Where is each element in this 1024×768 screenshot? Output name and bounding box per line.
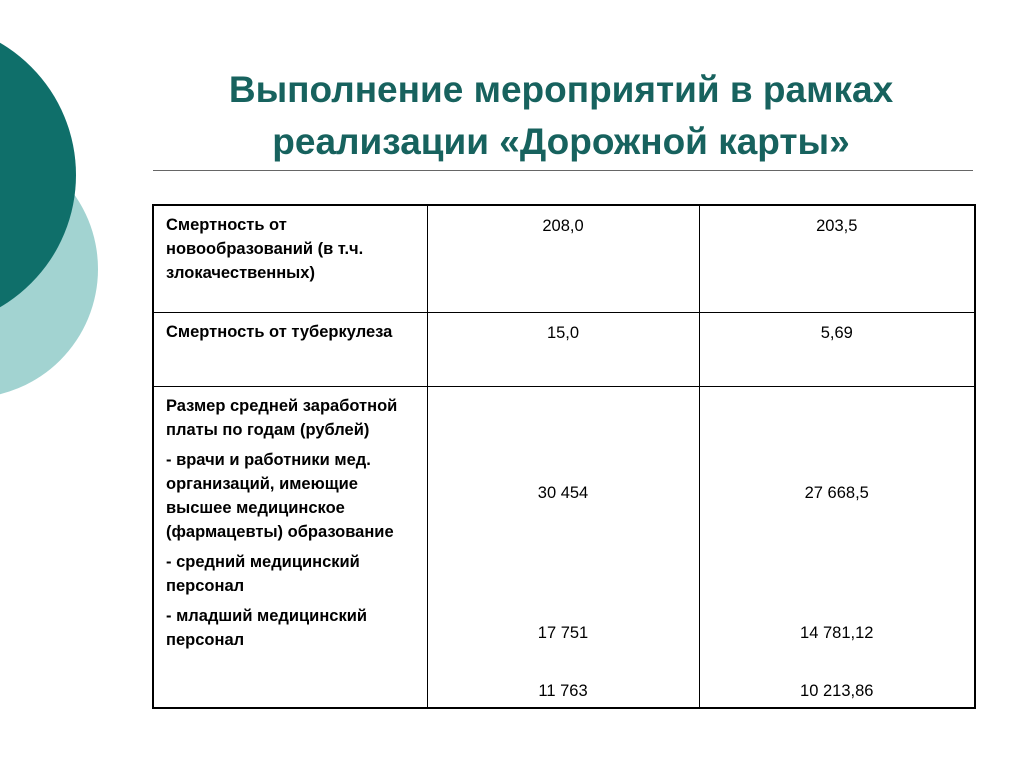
table-cell	[427, 313, 699, 387]
salary-item-label: - врачи и работники мед. организаций, имеющие высшее медицинское (фармацевты) образование	[166, 451, 394, 541]
table-cell	[699, 313, 975, 387]
row-value: 208,0	[542, 217, 584, 235]
salary-value: 27 668,5	[804, 484, 869, 502]
salary-value: 14 781,12	[800, 624, 874, 642]
slide-title	[150, 64, 972, 168]
salary-item-label: - средний медицинский персонал	[166, 553, 360, 595]
table-cell	[153, 313, 427, 387]
row-value: 15,0	[546, 324, 580, 342]
table-cell	[699, 387, 975, 709]
table-cell	[427, 387, 699, 709]
salary-value: 17 751	[537, 624, 589, 642]
row-label: Смертность от новообразований (в т.ч. злокачественных)	[166, 216, 364, 282]
salary-value: 10 213,86	[800, 682, 874, 700]
salary-labels	[154, 387, 427, 652]
salary-heading: Размер средней заработной платы по годам (рублей)	[166, 397, 398, 439]
salary-value: 11 763	[538, 682, 588, 700]
salary-item-label: - младший медицинский персонал	[166, 607, 368, 649]
decorative-circles	[0, 0, 110, 420]
table-cell	[699, 205, 975, 313]
table-cell	[153, 205, 427, 313]
title-line-1: Выполнение мероприятий в рамках	[228, 69, 894, 110]
table-row	[153, 313, 975, 387]
title-divider	[153, 170, 973, 171]
table-cell	[427, 205, 699, 313]
row-label: Смертность от туберкулеза	[166, 323, 393, 341]
row-value: 5,69	[820, 324, 853, 342]
salary-value: 30 454	[537, 484, 589, 502]
table-row	[153, 205, 975, 313]
table-cell	[153, 387, 427, 709]
title-line-2: реализации «Дорожной карты»	[272, 121, 850, 162]
row-value: 203,5	[816, 217, 858, 235]
table-row	[153, 387, 975, 709]
roadmap-table	[152, 204, 976, 709]
